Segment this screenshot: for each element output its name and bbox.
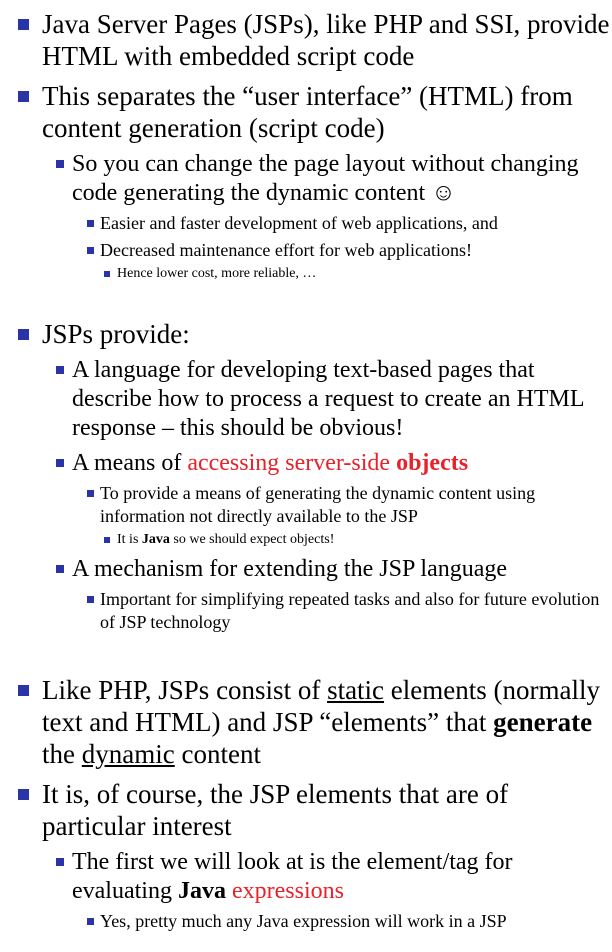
bullet-text: Decreased maintenance effort for web applications!: [100, 240, 472, 260]
bullet-any-java-expression: [0, 910, 612, 933]
bullet-decreased-maintenance: [0, 239, 612, 262]
square-bullet-icon: [87, 220, 94, 227]
bullet-mechanism: [0, 555, 612, 584]
bullet-important: [0, 588, 612, 634]
square-bullet-icon: [87, 247, 94, 254]
square-bullet-icon: [18, 91, 29, 102]
section-jsp-provide: [0, 318, 612, 656]
bullet-text-prefix: A means of: [72, 450, 188, 476]
square-bullet-icon: [104, 271, 110, 277]
bullet-means-of-access: [0, 449, 612, 478]
bullet-text-highlight: expressions: [231, 878, 344, 904]
bullet-first-element: [0, 848, 612, 906]
bullet-text: Yes, pretty much any Java expression will work in a JSP: [100, 911, 507, 931]
bullet-text: Java Server Pages (JSPs), like PHP and SSI, provide HTML with embedded script code: [42, 9, 610, 71]
bullet-text-highlight: accessing server-side: [187, 450, 397, 476]
bullet-text-underlined: static: [327, 675, 385, 705]
square-bullet-icon: [87, 918, 94, 925]
bullet-text: Important for simplifying repeated tasks and also for future evolution of JSP technology: [100, 589, 600, 632]
bullet-jsp-elements-interest: [0, 778, 612, 842]
bullet-text: So you can change the page layout without changing code generating the dynamic content ☺: [72, 151, 579, 206]
bullet-separation: [0, 80, 612, 144]
square-bullet-icon: [56, 858, 64, 866]
bullet-change-layout: [0, 150, 612, 208]
bullet-text-suffix: so we should expect objects!: [169, 532, 335, 547]
bullet-text-prefix: The first we will look at is the element/tag for evaluating: [72, 849, 513, 904]
bullet-text-bold: Java: [141, 532, 170, 547]
bullet-text-middle: elements (normally text and HTML) and JSP “elements” that: [42, 675, 600, 737]
bullet-jsps-provide: [0, 318, 612, 350]
bullet-text: Easier and faster development of web applications, and: [100, 213, 498, 233]
bullet-text: Hence lower cost, more reliable, …: [117, 266, 317, 281]
section-jsp-intro: [0, 8, 612, 283]
square-bullet-icon: [56, 160, 64, 168]
bullet-easier-development: [0, 212, 612, 235]
bullet-like-php: [0, 674, 612, 770]
square-bullet-icon: [56, 565, 64, 573]
bullet-language: [0, 356, 612, 443]
square-bullet-icon: [18, 19, 29, 30]
bullet-text-bold: Java: [177, 878, 226, 904]
section-jsp-elements: [0, 674, 612, 933]
bullet-text: To provide a means of generating the dynamic content using information not directly available to the JSP: [100, 483, 536, 526]
square-bullet-icon: [87, 596, 94, 603]
square-bullet-icon: [18, 329, 29, 340]
bullet-provide-means: [0, 482, 612, 528]
bullet-jsp-definition: [0, 8, 612, 72]
bullet-text: JSPs provide:: [42, 319, 190, 349]
square-bullet-icon: [18, 685, 29, 696]
bullet-it-is-java: [0, 531, 612, 549]
bullet-text-prefix: Like PHP, JSPs consist of: [42, 675, 328, 705]
bullet-text-bold: generate: [493, 707, 593, 737]
square-bullet-icon: [18, 789, 29, 800]
bullet-text: This separates the “user interface” (HTML) from content generation (script code): [42, 81, 573, 143]
bullet-text-suffix: content: [174, 739, 261, 769]
bullet-text-middle-2: the: [42, 739, 82, 769]
square-bullet-icon: [104, 537, 110, 543]
square-bullet-icon: [87, 490, 94, 497]
bullet-text: A mechanism for extending the JSP language: [72, 556, 508, 582]
bullet-text-underlined-2: dynamic: [81, 739, 175, 769]
square-bullet-icon: [56, 459, 64, 467]
bullet-lower-cost: [0, 265, 612, 283]
bullet-text-prefix: It is: [117, 532, 142, 547]
bullet-text: A language for developing text-based pages that describe how to process a request to create an HTML response – this should be obvious!: [72, 357, 584, 441]
bullet-text: It is, of course, the JSP elements that are of particular interest: [42, 779, 509, 841]
square-bullet-icon: [56, 366, 64, 374]
bullet-text-highlight-bold: objects: [396, 450, 469, 476]
